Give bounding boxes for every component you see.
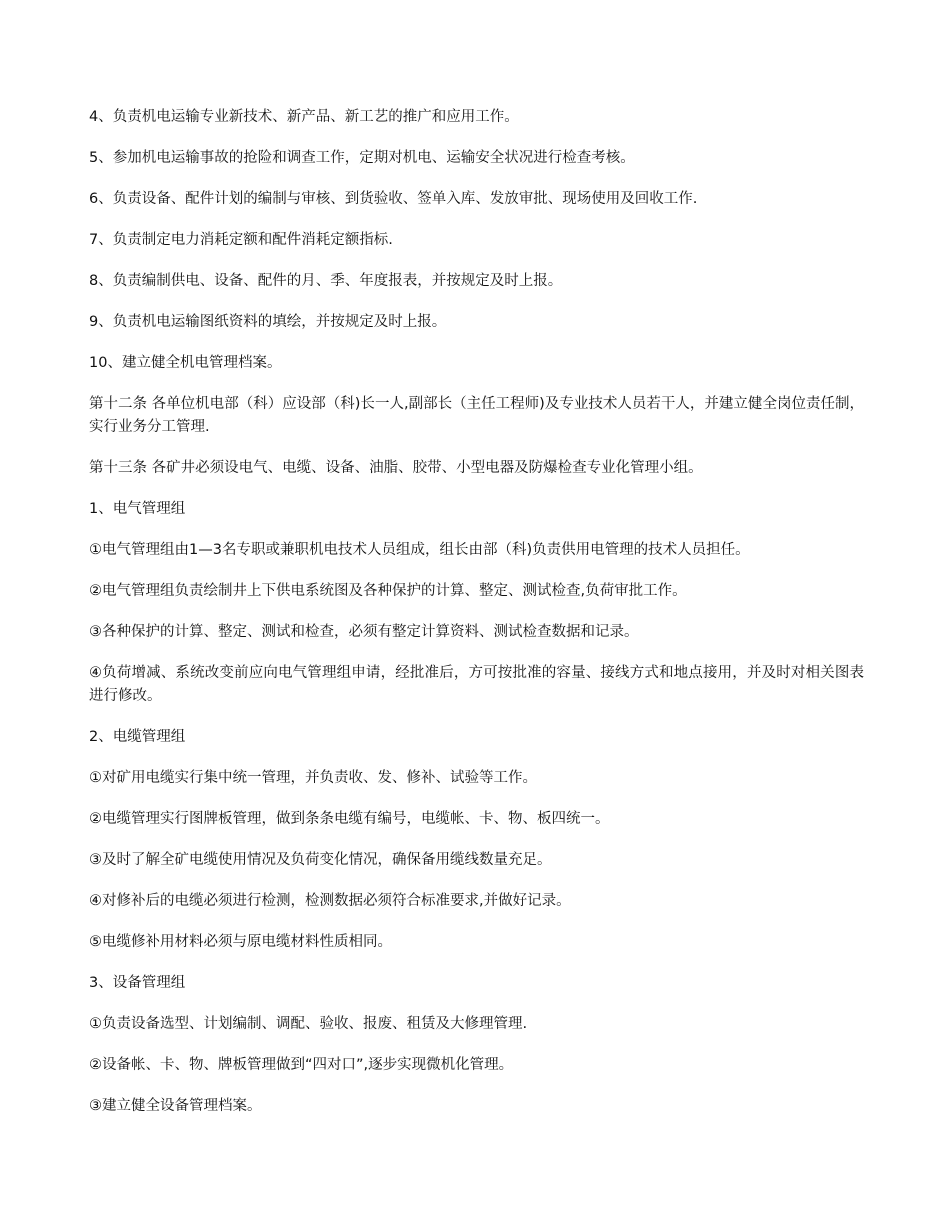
equipment-item-2: ②设备帐、卡、物、牌板管理做到“四对口”,逐步实现微机化管理。 — [89, 1057, 514, 1073]
article-12: 第十二条 各单位机电部（科）应设部（科)长一人,副部长（主任工程师)及专业技术人员若干人，并建立健全岗位责任制，实行业务分工管理. — [89, 396, 864, 435]
electrical-item-1: ①电气管理组由1—3名专职或兼职机电技术人员组成，组长由部（科)负责供用电管理的技术人员担任。 — [89, 542, 750, 558]
equipment-item-3: ③建立健全设备管理档案。 — [89, 1098, 262, 1114]
equipment-item-1: ①负责设备选型、计划编制、调配、验收、报废、租赁及大修理管理. — [89, 1016, 528, 1032]
item-10: 10、建立健全机电管理档案。 — [89, 355, 282, 371]
cable-item-3: ③及时了解全矿电缆使用情况及负荷变化情况，确保备用缆线数量充足。 — [89, 852, 552, 868]
cable-item-4: ④对修补后的电缆必须进行检测，检测数据必须符合标准要求,并做好记录。 — [89, 893, 571, 909]
cable-item-2: ②电缆管理实行图牌板管理，做到条条电缆有编号，电缆帐、卡、物、板四统一。 — [89, 811, 610, 827]
cable-item-1: ①对矿用电缆实行集中统一管理，并负责收、发、修补、试验等工作。 — [89, 770, 537, 786]
article-13: 第十三条 各矿井必须设电气、电缆、设备、油脂、胶带、小型电器及防爆检查专业化管理小组。 — [89, 460, 703, 476]
item-8: 8、负责编制供电、设备、配件的月、季、年度报表，并按规定及时上报。 — [89, 273, 563, 289]
section-cable-group: 2、电缆管理组 — [89, 729, 186, 745]
electrical-item-3: ③各种保护的计算、整定、测试和检查，必须有整定计算资料、测试检查数据和记录。 — [89, 624, 639, 640]
item-4: 4、负责机电运输专业新技术、新产品、新工艺的推广和应用工作。 — [89, 109, 519, 125]
cable-item-5: ⑤电缆修补用材料必须与原电缆材料性质相同。 — [89, 934, 392, 950]
item-6: 6、负责设备、配件计划的编制与审核、到货验收、签单入库、发放审批、现场使用及回收工作. — [89, 191, 698, 207]
electrical-item-4: ④负荷增减、系统改变前应向电气管理组申请，经批准后，方可按批准的容量、接线方式和地点接用，并及时对相关图表进行修改。 — [89, 665, 864, 704]
item-5: 5、参加机电运输事故的抢险和调查工作，定期对机电、运输安全状况进行检查考核。 — [89, 150, 635, 166]
electrical-item-2: ②电气管理组负责绘制井上下供电系统图及各种保护的计算、整定、测试检查,负荷审批工作。 — [89, 583, 687, 599]
document-body — [89, 106, 864, 1136]
item-7: 7、负责制定电力消耗定额和配件消耗定额指标. — [89, 232, 393, 248]
section-equipment-group: 3、设备管理组 — [89, 975, 186, 991]
item-9: 9、负责机电运输图纸资料的填绘，并按规定及时上报。 — [89, 314, 447, 330]
section-electrical-group: 1、电气管理组 — [89, 501, 186, 517]
